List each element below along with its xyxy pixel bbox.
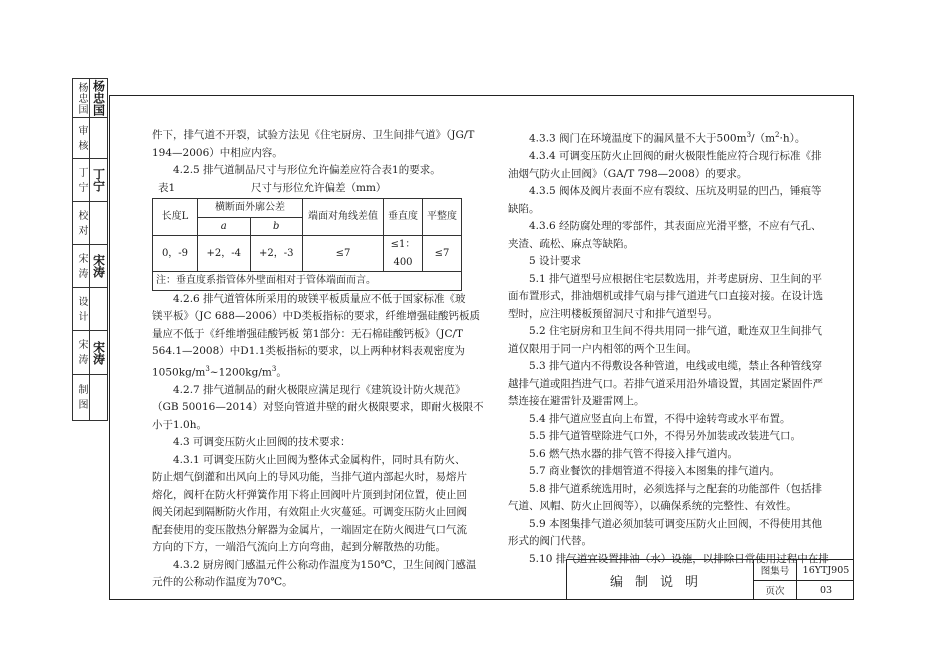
tolerance-table <box>152 198 462 291</box>
text-line: 4.2.6 排气道管体所采用的玻镁平板质量应不低于国家标准《玻 <box>173 292 466 305</box>
text-line: 禁连接在避雷针及避雷网上。 <box>508 395 645 407</box>
table-cell: ≤1：400 <box>384 236 423 272</box>
text-line: 镁平板》（JC 688—2006）中D类板指标的要求，纤维增强硅酸钙板质 <box>152 310 481 322</box>
superscript: 3 <box>271 364 277 373</box>
text-line: 方向的下方，一端沿气流向上方向弯曲，起到分解散热的功能。 <box>152 541 446 553</box>
signature <box>91 375 107 420</box>
table-note: 注：垂直度系指管体外壁面相对于管体端面而言。 <box>153 272 462 291</box>
text-line: 4.2.7 排气道制品的耐火极限应满足现行《建筑设计防火规范》 <box>173 383 466 396</box>
signature <box>91 202 107 244</box>
signature <box>91 288 107 330</box>
text-line: 防止烟气倒灌和出风向上的导风功能，当排气道内部起火时，易熔片 <box>152 471 467 483</box>
sign-label: 丁 宁 <box>76 166 87 194</box>
text-line: 5.4 排气道应竖直向上布置，不得中途转弯或水平布置。 <box>529 412 791 425</box>
sign-label: 校 对 <box>76 209 87 237</box>
table-cell: +2，-4 <box>198 236 251 272</box>
text-line: 夹渣、疏松、麻点等缺陷。 <box>508 237 634 250</box>
text-line: 4.3.5 阀体及阀片表面不应有裂纹、压坑及明显的凹凸，锤痕等 <box>529 185 822 197</box>
text-line: 熔化，阀杆在防火杆弹簧作用下将止回阀叶片顶到封闭位置，使止回 <box>152 488 467 501</box>
table-header: b <box>250 217 303 236</box>
table-title: 尺寸与形位允许偏差（mm） <box>251 181 387 194</box>
text-line: 4.3.4 可调变压防火止回阀的耐火极限性能应符合现行标准《排 <box>529 150 822 162</box>
text-line: 4.2.5 排气道制品尺寸与形位允许偏差应符合表1的要求。 <box>173 164 441 176</box>
text-line: 阀关闭起到隔断防火作用，有效阻止火灾蔓延。可调变压防火止回阀 <box>152 506 467 518</box>
text-line: 气道、风帽、防火止回阀等），以确保系统的完整性、有效性。 <box>508 500 797 512</box>
text-line: 5.1 排气道型号应根据住宅层数选用，并考虑厨房、卫生间的平 <box>529 272 823 285</box>
text-line: 194—2006）中相应内容。 <box>152 146 283 159</box>
table-header: a <box>198 217 251 236</box>
page-number-label: 页次 <box>754 580 797 600</box>
text-line: 小于1.0h。 <box>152 418 207 431</box>
table-cell: ≤7 <box>303 236 384 272</box>
sign-label: 杨忠国 <box>76 81 87 115</box>
sign-label: 制 图 <box>76 384 87 411</box>
superscript: 2 <box>775 131 780 139</box>
sign-cell <box>72 201 108 245</box>
table-cell: 0，-9 <box>153 236 198 272</box>
text-line: 4.3.6 经防腐处理的零部件，其表面应光滑平整，不应有气孔、 <box>529 220 822 232</box>
text-line: 4.3.2 厨房阀门感温元件公称动作温度为150℃，卫生间阀门感温 <box>173 558 477 571</box>
table-cell: +2，-3 <box>250 236 303 272</box>
superscript: 3 <box>205 364 210 373</box>
drawing-title: 编制说明 <box>567 560 754 600</box>
signature: 宋涛 <box>91 340 106 365</box>
signature <box>91 118 107 158</box>
text-fragment: ~1200kg/m <box>209 366 272 378</box>
sign-cell <box>72 244 108 288</box>
text-fragment: 4.3.3 阀门在环境温度下的漏风量不大于500m <box>529 132 747 145</box>
sign-off-column <box>72 78 108 421</box>
text-line: 形式的阀门代替。 <box>508 535 592 547</box>
text-line: 元件的公称动作温度为70℃。 <box>152 576 293 588</box>
sign-cell <box>72 330 108 375</box>
text-fragment: ·h）。 <box>779 132 806 145</box>
sign-label: 审 核 <box>76 124 87 152</box>
text-fragment: 。 <box>276 366 287 378</box>
table-header: 端面对角线差值 <box>303 199 384 236</box>
text-line: 面布置形式，排油烟机或排气扇与排气道进气口直接对接。在设计选 <box>508 290 823 302</box>
sign-cell <box>72 287 108 331</box>
table-header: 平整度 <box>423 199 462 236</box>
table-caption <box>152 180 464 198</box>
table-header: 垂直度 <box>384 199 423 236</box>
signature: 宋涛 <box>91 254 106 278</box>
text-line: 缺陷。 <box>508 202 540 215</box>
text-line: 5.10 排气道宜设置排油（水）设施，以排除日常使用过程中在排 <box>529 552 829 565</box>
sign-label: 宋 涛 <box>76 252 87 280</box>
text-line: 5.5 排气道管壁除进气口外，不得另外加装或改装进气口。 <box>529 430 802 442</box>
table-header: 横断面外廓公差 <box>198 199 303 218</box>
sign-label: 宋 涛 <box>76 339 87 366</box>
sign-cell <box>72 374 108 421</box>
text-line: 配套使用的变压散热分解器为金属片，一端固定在防火阀进气口气流 <box>152 523 467 536</box>
sign-label: 设 计 <box>76 295 87 323</box>
table-id: 表1 <box>158 181 176 194</box>
text-line: （GB 50016—2014）对竖向管道井壁的耐火极限要求，即耐火极限不 <box>152 401 484 413</box>
title-block <box>566 559 854 600</box>
right-column <box>508 127 829 568</box>
signature: 杨忠国 <box>91 80 106 116</box>
text-line: 5.3 排气道内不得敷设各种管道，电线或电缆，禁止各种管线穿 <box>529 360 823 372</box>
text-line: 564.1—2008）中D1.1类板指标的要求，以上两种材料表观密度为 <box>152 345 465 357</box>
text-line: 5.7 商业餐饮的排烟管道不得接入本图集的排气道内。 <box>529 465 781 477</box>
sign-cell <box>72 78 108 118</box>
text-line: 5.9 本图集排气道必须加装可调变压防火止回阀，不得使用其他 <box>529 517 823 530</box>
page-number-value: 03 <box>819 584 833 596</box>
sign-cell <box>72 117 108 159</box>
text-line: 件下，排气道不开裂，试验方法见《住宅厨房、卫生间排气道》（JG/T <box>152 129 475 141</box>
superscript: 3 <box>746 131 752 139</box>
signature: 丁宁 <box>91 168 106 192</box>
text-line: 越排气道或阻挡进气口。若排气道采用沿外墙设置，其固定紧固件严 <box>508 377 823 390</box>
text-line <box>152 361 464 382</box>
text-line <box>508 127 806 148</box>
text-line: 量应不低于《纤维增强硅酸钙板 第1部分：无石棉硅酸钙板》（JC/T <box>152 327 464 340</box>
section-heading: 5 设计要求 <box>529 255 582 267</box>
text-fragment: /（m <box>751 132 776 145</box>
text-line: 道仅限用于同一户内相邻的两个卫生间。 <box>508 342 697 355</box>
table-cell: ≤7 <box>423 236 462 272</box>
atlas-number-value: 16YTJ905 <box>802 564 850 576</box>
text-line: 5.2 住宅厨房和卫生间不得共用同一排气道，毗连双卫生间排气 <box>529 325 823 337</box>
left-column <box>152 127 484 592</box>
table-header: 长度L <box>153 199 198 236</box>
text-line: 油烟气防火止回阀》（GA/T 798—2008）的要求。 <box>508 167 748 180</box>
text-line: 5.8 排气道系统选用时，必须选择与之配套的功能部件（包括排 <box>529 482 823 495</box>
section-heading: 4.3 可调变压防火止回阀的技术要求： <box>173 436 351 448</box>
atlas-number-label: 图集号 <box>754 560 797 580</box>
text-fragment: 1050kg/m <box>152 366 206 378</box>
text-line: 型时，应注明楼板预留洞尺寸和排气道型号。 <box>508 307 718 320</box>
text-line: 4.3.1 可调变压防火止回阀为整体式金属构件，同时具有防火、 <box>173 453 466 466</box>
text-line: 5.6 燃气热水器的排气管不得接入排气道内。 <box>529 447 739 460</box>
sign-cell <box>72 158 108 202</box>
